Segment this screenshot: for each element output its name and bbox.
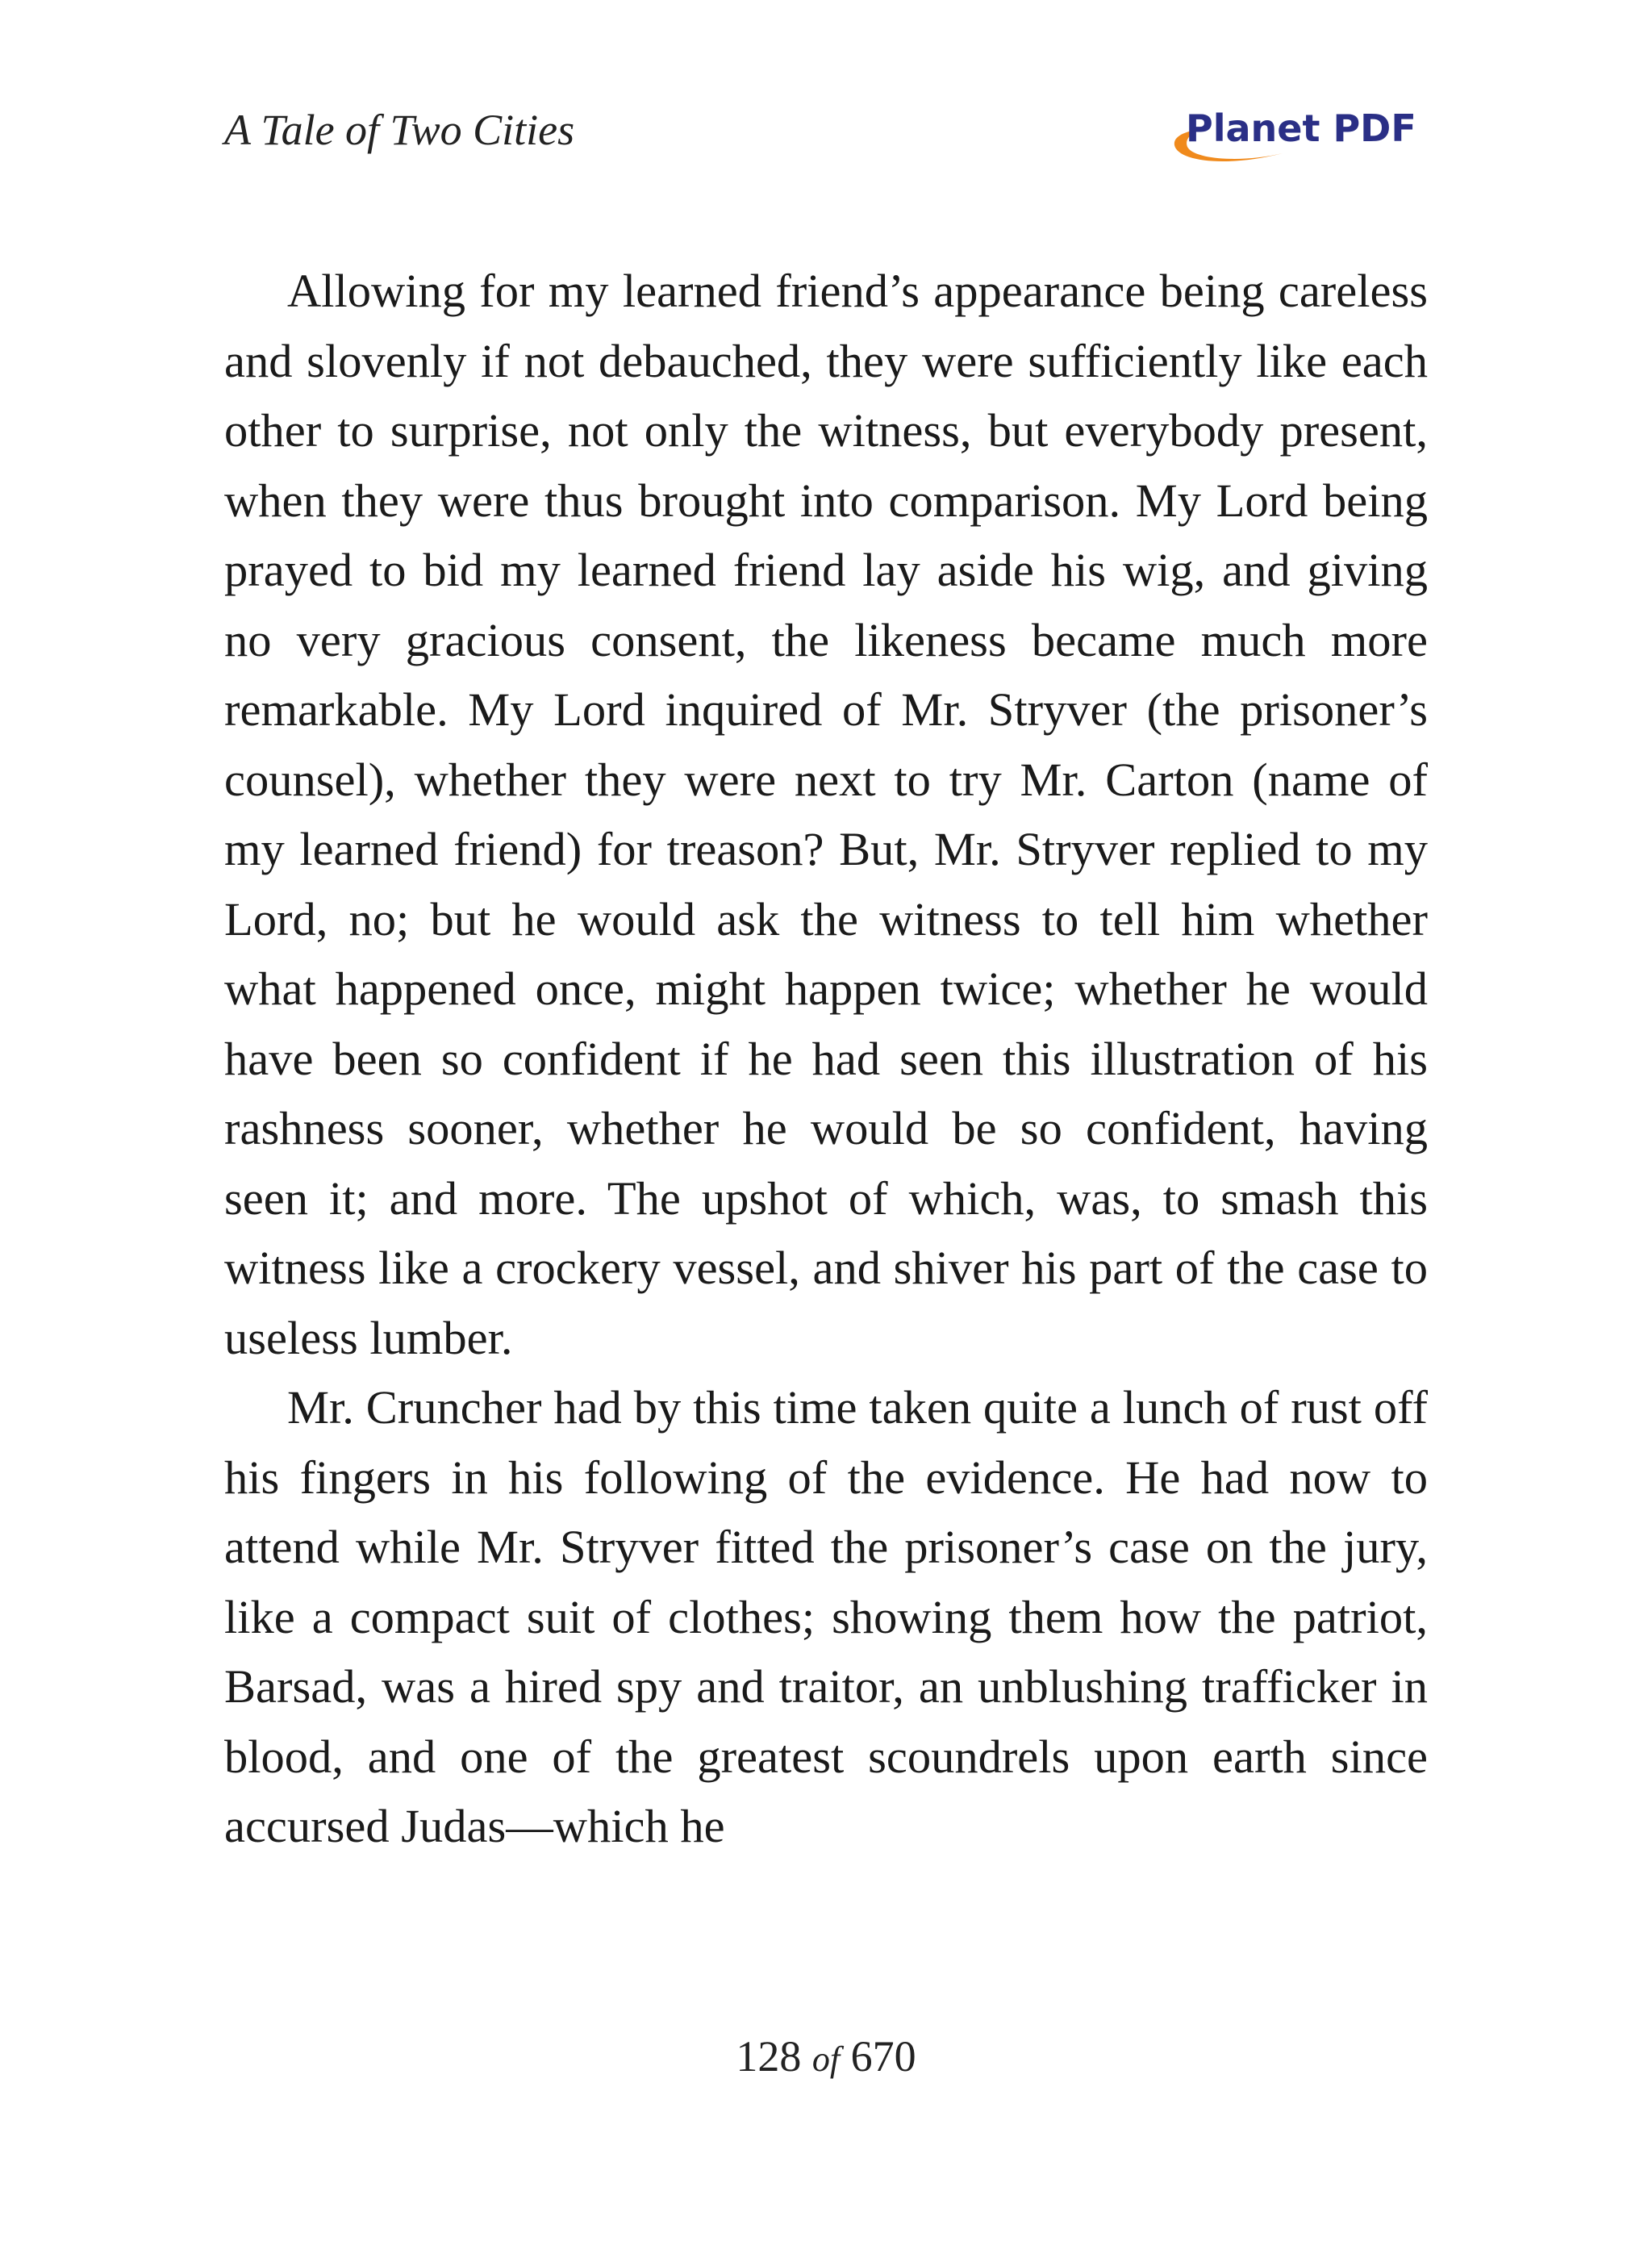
logo-text: Planet PDF	[1186, 106, 1416, 150]
current-page: 128	[736, 2032, 802, 2081]
paragraph: Mr. Cruncher had by this time taken quite a lunch of rust off his fingers in his following of the evidence. He had now to attend while Mr. Stryver fitted the prisoner’s case on the jury, like a compact suit of clothes; showing them how the patriot, Barsad, was a hired spy and traitor, an unblushing trafficker in blood, and one of the greatest scoundrels upon earth since accursed Judas—which he	[224, 1381, 1428, 1852]
page-body	[224, 257, 1428, 1862]
paragraph: Allowing for my learned friend’s appearance being careless and slovenly if not debauched, they were sufficiently like each other to surprise, not only the witness, but everybody present, when they were thus brought into comparison. My Lord being prayed to bid my learned friend lay aside his wig, and giving no very gracious consent, the likeness became much more remarkable. My Lord inquired of Mr. Stryver (the prisoner’s counsel), whether they were next to try Mr. Carton (name of my learned friend) for treason? But, Mr. Stryver replied to my Lord, no; but he would ask the witness to tell him whether what happened once, might happen twice; whether he would have been so confident if he had seen this illustration of his rashness sooner, whether he would be so confident, having seen it; and more. The upshot of which, was, to smash this witness like a crockery vessel, and shiver his part of the case to useless lumber.	[224, 265, 1428, 1364]
page-number	[0, 2031, 1652, 2081]
total-pages: 670	[850, 2032, 916, 2081]
book-title: A Tale of Two Cities	[224, 106, 575, 154]
planet-pdf-logo	[1170, 103, 1428, 168]
page-of-word: of	[811, 2039, 841, 2079]
